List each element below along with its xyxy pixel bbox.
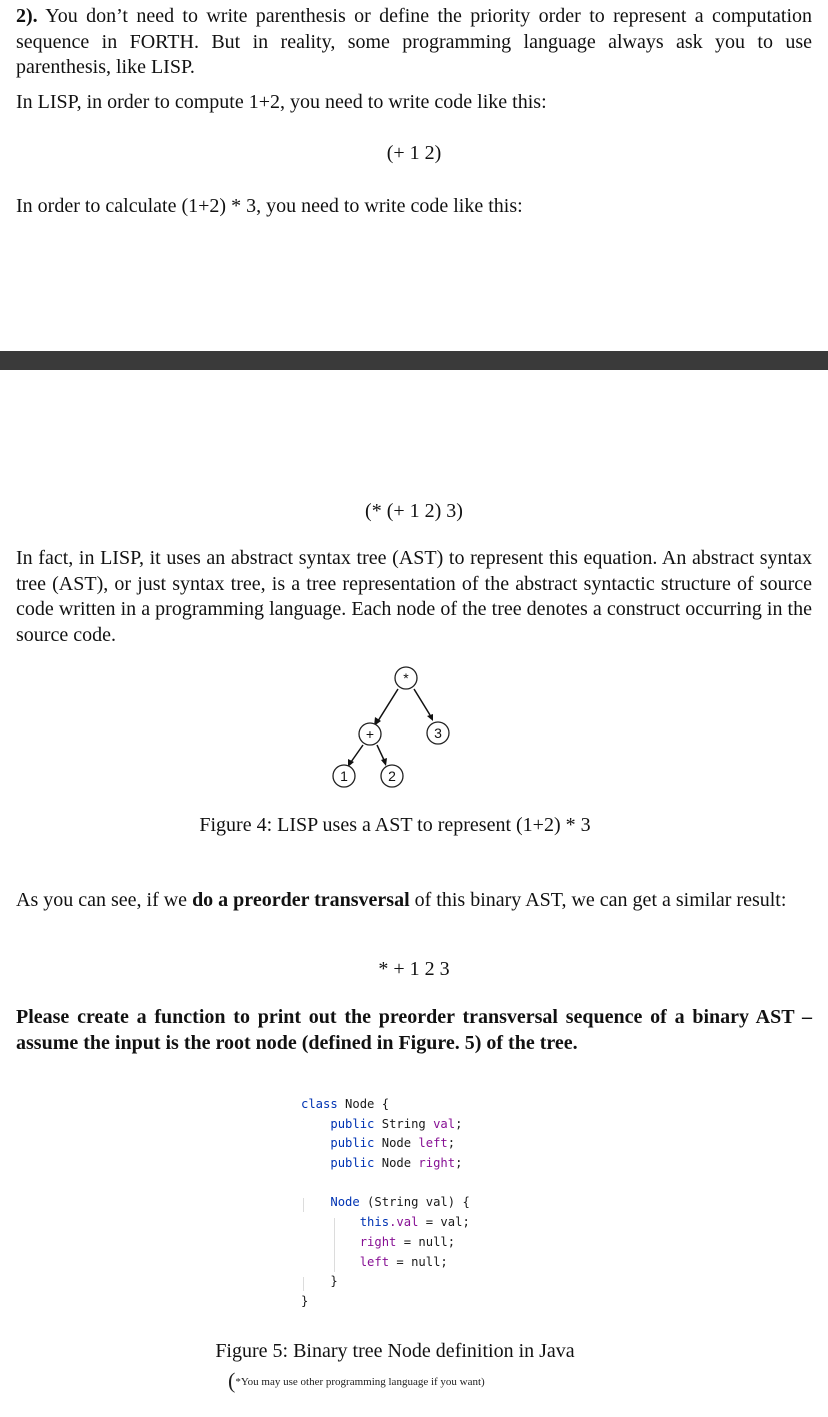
lisp-mul-code: (* (+ 1 2) 3): [365, 500, 463, 522]
code-text: Node {: [337, 1097, 390, 1111]
code-keyword: public: [330, 1136, 375, 1151]
note-text: *You may use other programming language if you want): [235, 1376, 485, 1388]
code-text: ;: [447, 1136, 456, 1151]
edge-plus-right: [377, 745, 384, 760]
code-keyword: public: [330, 1116, 375, 1131]
intro-paragraph: [16, 4, 812, 81]
figure5-caption: Figure 5: Binary tree Node definition in Java: [215, 1340, 575, 1362]
page-divider-bar: [0, 351, 828, 370]
note-paren: (: [228, 1368, 236, 1393]
ast-paragraph: In fact, in LISP, it uses an abstract syntax tree (AST) to represent this equation. An abstract syntax tree (AST), or just syntax tree, is a tree representation of the abstract syntactic structure of source code written in a programming language. Each node of the tree denotes a construct occurring in the source code.: [16, 547, 812, 646]
code-line: [301, 1174, 470, 1194]
tree-node-root-label: *: [403, 670, 409, 686]
code-line: [301, 1115, 470, 1135]
arrowhead: [381, 758, 387, 766]
intro-text: You don’t need to write parenthesis or define the priority order to represent a computation sequence in FORTH. But in reality, some programming language always ask you to use parenthesis, like LISP.: [16, 5, 812, 78]
lisp-add-intro: In LISP, in order to compute 1+2, you need to write code like this:: [16, 91, 547, 113]
code-text: }: [330, 1274, 338, 1289]
code-text: = val;: [418, 1215, 470, 1230]
code-text: = null;: [389, 1254, 448, 1269]
code-text: String: [374, 1116, 434, 1131]
tree-node-one-label: 1: [340, 768, 348, 784]
ast-tree-diagram: [320, 660, 480, 800]
code-keyword: class: [301, 1097, 338, 1111]
task-statement: Please create a function to print out the preorder transversal sequence of a binary AST – assume the input is the root node (defined in Figure. 5) of the tree.: [16, 1006, 812, 1054]
code-line: [301, 1292, 470, 1312]
code-field: left: [418, 1136, 448, 1151]
code-line: [301, 1213, 470, 1233]
code-field: left: [359, 1254, 390, 1269]
figure4-caption: Figure 4: LISP uses a AST to represent (1+2) * 3: [199, 814, 591, 836]
code-field: right: [418, 1156, 456, 1171]
code-keyword: Node: [330, 1195, 360, 1210]
code-line: [301, 1193, 470, 1213]
code-text: (String val) {: [359, 1195, 470, 1210]
code-text: ;: [455, 1116, 463, 1131]
code-keyword: this: [359, 1215, 390, 1230]
question-number: 2).: [16, 5, 38, 27]
code-text: ;: [455, 1156, 463, 1171]
tree-node-two-label: 2: [388, 768, 396, 784]
edge-root-left: [378, 689, 398, 721]
preorder-paragraph: [16, 888, 812, 914]
code-line: [301, 1095, 470, 1115]
tree-node-three-label: 3: [434, 725, 442, 741]
java-node-code: [301, 1095, 470, 1312]
code-line: [301, 1253, 470, 1273]
edge-plus-left: [351, 745, 363, 762]
code-line: [301, 1233, 470, 1253]
code-text: }: [301, 1293, 309, 1308]
tree-node-plus-label: +: [365, 726, 375, 742]
preorder-result: * + 1 2 3: [378, 958, 450, 980]
code-line: [301, 1154, 470, 1174]
code-field: right: [359, 1234, 397, 1249]
code-keyword: public: [330, 1156, 375, 1171]
lisp-add-code: (+ 1 2): [386, 142, 442, 164]
lisp-mul-intro: In order to calculate (1+2) * 3, you need to write code like this:: [16, 195, 523, 217]
arrowhead: [427, 714, 433, 721]
code-line: [301, 1272, 470, 1292]
code-text: Node: [374, 1156, 419, 1171]
preorder-text-before: As you can see, if we: [16, 889, 193, 911]
figure5-note: [228, 1368, 485, 1394]
preorder-text-after: of this binary AST, we can get a similar result:: [409, 889, 787, 911]
edge-root-right: [414, 689, 430, 715]
code-line: [301, 1134, 470, 1154]
preorder-text-bold: do a preorder transversal: [192, 889, 410, 911]
code-text: = null;: [396, 1234, 456, 1249]
code-text: Node: [374, 1136, 419, 1151]
code-field: val: [433, 1116, 456, 1131]
code-field: .val: [389, 1215, 419, 1230]
